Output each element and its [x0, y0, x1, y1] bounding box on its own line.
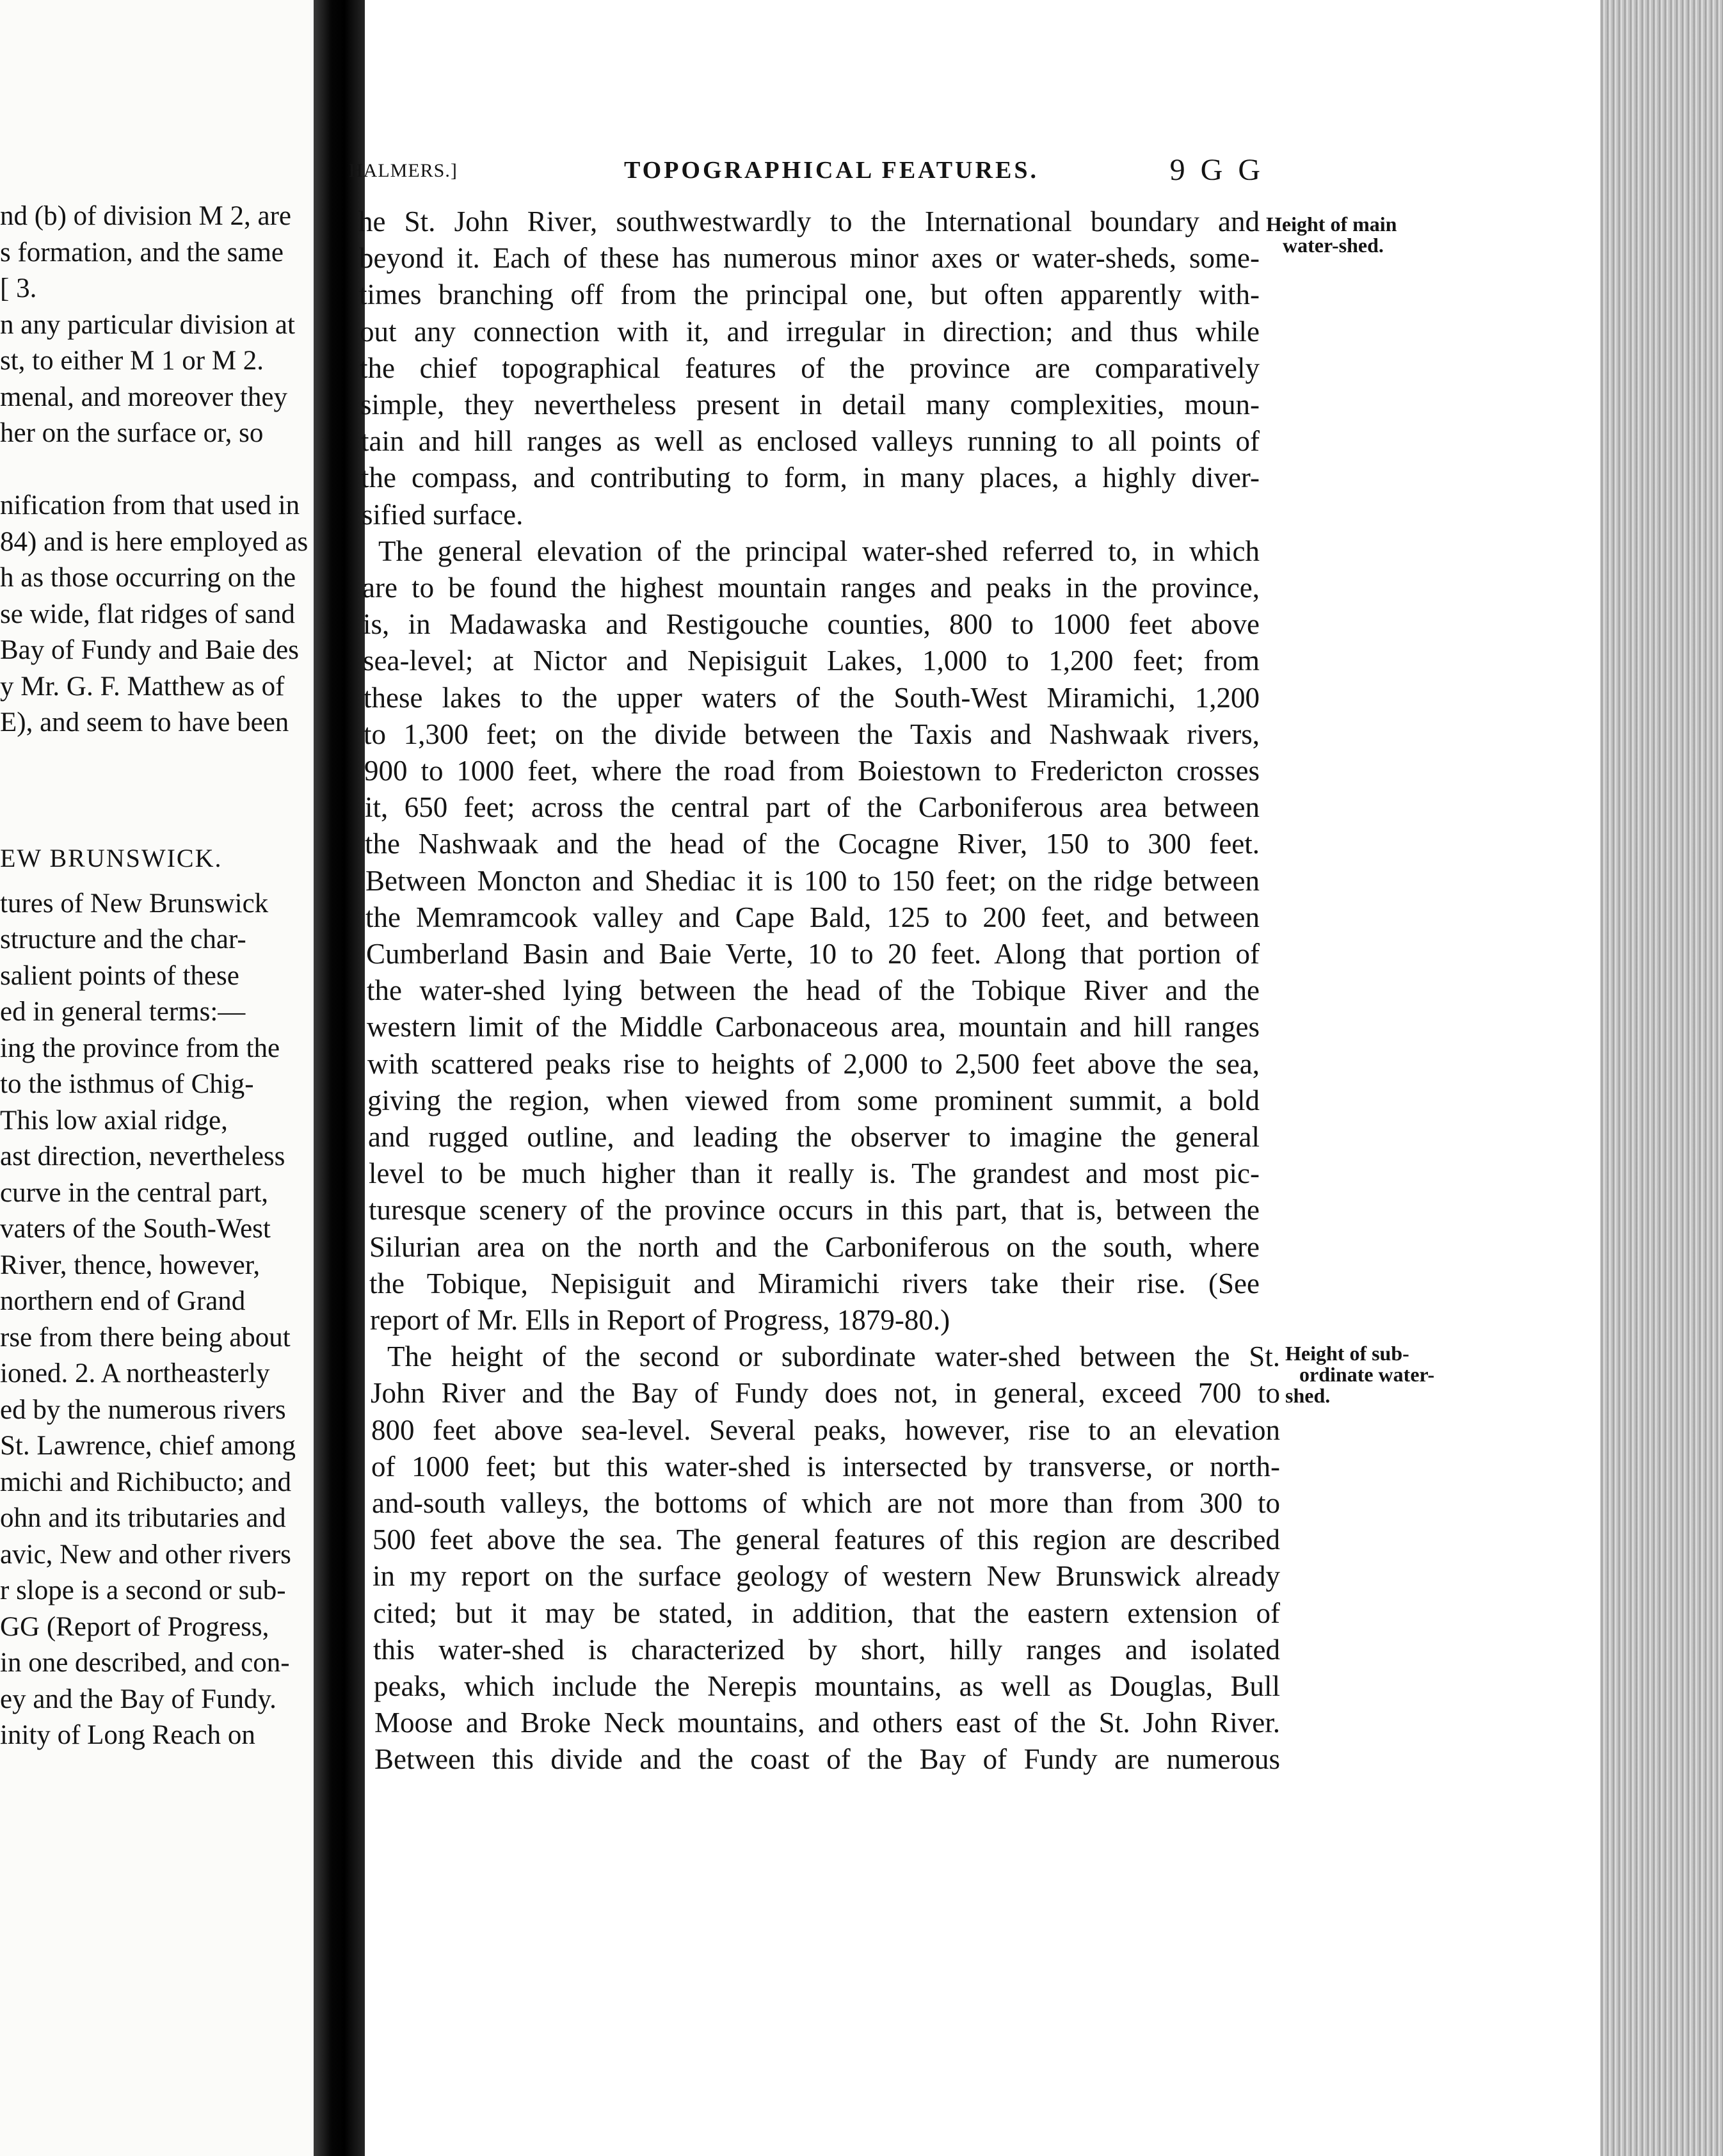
body-line: and rugged outline, and leading the observer to imagine the general [368, 1121, 1260, 1153]
body-line: the compass, and contributing to form, in many places, a highly diver- [361, 462, 1260, 494]
body-line: in my report on the surface geology of western New Brunswick already [373, 1560, 1280, 1593]
left-page-line: h as those occurring on the [0, 563, 296, 593]
left-page-line: s formation, and the same [0, 237, 284, 268]
left-page-line [0, 741, 314, 777]
book-gutter [314, 0, 365, 2156]
left-page-line: to the isthmus of Chig- [0, 1069, 254, 1099]
margin-note-line: water-shed. [1283, 234, 1384, 257]
page-edges [1600, 0, 1723, 2156]
left-page-line: This low axial ridge, [0, 1105, 228, 1136]
body-line: to 1,300 feet; on the divide between the Taxis and Nashwaak rivers, [364, 718, 1260, 750]
left-page-line: se wide, flat ridges of sand [0, 599, 295, 629]
left-page-line: E), and seem to have been [0, 707, 289, 737]
left-page-line: inity of Long Reach on [0, 1720, 255, 1750]
left-page-line: ed by the numerous rivers [0, 1394, 286, 1425]
left-page-line: ast direction, nevertheless [0, 1141, 285, 1171]
left-page-line [0, 452, 314, 488]
margin-note-main-watershed [1266, 214, 1397, 256]
left-page-line: nification from that used in [0, 490, 300, 520]
body-line: the Tobique, Nepisiguit and Miramichi rivers take their rise. (See [369, 1267, 1260, 1299]
margin-note-line: shed. [1285, 1384, 1331, 1407]
body-line: Between this divide and the coast of the Bay of Fundy are numerous [374, 1743, 1280, 1776]
left-page-line: salient points of these [0, 960, 239, 991]
left-page-line: michi and Richibucto; and [0, 1467, 291, 1497]
left-page-line: ioned. 2. A northeasterly [0, 1358, 270, 1388]
left-page-line: structure and the char- [0, 924, 246, 954]
body-line: 800 feet above sea-level. Several peaks, however, rise to an elevation [371, 1413, 1280, 1446]
body-line: Silurian area on the north and the Carboniferous on the south, where [369, 1230, 1260, 1263]
left-page-line: tures of New Brunswick [0, 888, 269, 919]
body-line: this water-shed is characterized by short, hilly ranges and isolated [373, 1633, 1280, 1666]
body-line: are to be found the highest mountain ranges and peaks in the province, [362, 572, 1260, 604]
body-line: the Nashwaak and the head of the Cocagne River, 150 to 300 feet. [365, 828, 1260, 860]
left-page-line: her on the surface or, so [0, 418, 264, 448]
left-page-section-heading: EW BRUNSWICK. [0, 844, 223, 873]
left-page-line: [ 3. [0, 273, 37, 303]
left-page-line: ohn and its tributaries and [0, 1503, 286, 1533]
left-page-line: Bay of Fundy and Baie des [0, 635, 299, 665]
body-line: the chief topographical features of the province are comparatively [360, 351, 1260, 384]
left-page-line: n any particular division at [0, 309, 295, 340]
left-page-line: GG (Report of Progress, [0, 1611, 269, 1642]
margin-note-sub-watershed [1285, 1343, 1434, 1406]
left-page-line: 84) and is here employed as [0, 526, 309, 557]
left-page-line: northern end of Grand [0, 1286, 246, 1316]
body-line: these lakes to the upper waters of the South-West Miramichi, 1,200 [364, 681, 1260, 714]
body-line: western limit of the Middle Carbonaceous area, mountain and hill ranges [367, 1011, 1260, 1043]
margin-note-line: Height of sub- [1285, 1342, 1409, 1365]
left-page-line: rse from there being about [0, 1322, 291, 1353]
body-line: it, 650 feet; across the central part of the Carboniferous area between [365, 791, 1260, 824]
left-page-line [0, 777, 314, 813]
body-line: giving the region, when viewed from some prominent summit, a bold [367, 1084, 1260, 1116]
body-line: cited; but it may be stated, in addition, that the eastern extension of [373, 1597, 1280, 1629]
left-page-line: St. Lawrence, chief among [0, 1431, 296, 1461]
body-line: level to be much higher than it really is. The grandest and most pic- [369, 1157, 1260, 1190]
body-line: the water-shed lying between the head of the Tobique River and the [367, 974, 1260, 1007]
body-line: simple, they nevertheless present in detail many complexities, moun- [360, 389, 1260, 421]
body-line: sea-level; at Nictor and Nepisiguit Lakes, 1,000 to 1,200 feet; from [363, 645, 1260, 677]
left-page-line: in one described, and con- [0, 1648, 290, 1678]
body-line: 900 to 1000 feet, where the road from Boiestown to Fredericton crosses [364, 755, 1260, 787]
body-line: sified surface. [362, 498, 524, 531]
body-line: John River and the Bay of Fundy does not, in general, exceed 700 to [371, 1377, 1280, 1410]
left-page-line: ey and the Bay of Fundy. [0, 1684, 276, 1714]
left-page-line: st, to either M 1 or M 2. [0, 346, 264, 376]
running-head [349, 152, 1264, 191]
left-page-line: menal, and moreover they [0, 382, 287, 412]
body-line: is, in Madawaska and Restigouche counties, 800 to 1000 feet above [363, 608, 1260, 641]
body-line: The height of the second or subordinate water-shed between the St. [387, 1340, 1280, 1373]
body-line: times branching off from the principal one, but often apparently with- [359, 278, 1260, 311]
body-line: the Memramcook valley and Cape Bald, 125 to 200 feet, and between [365, 901, 1260, 933]
running-head-title: TOPOGRAPHICAL FEATURES. [624, 157, 1039, 184]
left-page-line: y Mr. G. F. Matthew as of [0, 671, 285, 702]
body-line: out any connection with it, and irregular in direction; and thus while [360, 315, 1260, 348]
body-line: 500 feet above the sea. The general features of this region are described [373, 1524, 1280, 1556]
body-line: he St. John River, southwestwardly to the International boundary and [358, 205, 1260, 237]
left-facing-page [0, 0, 314, 2156]
body-line: beyond it. Each of these has numerous minor axes or water-sheds, some- [359, 242, 1260, 275]
margin-note-line: Height of main [1266, 213, 1397, 236]
body-line: tain and hill ranges as well as enclosed valleys running to all points of [361, 425, 1260, 458]
running-head-author: HALMERS.] [349, 160, 458, 181]
left-page-line: curve in the central part, [0, 1177, 269, 1208]
left-page-line: r slope is a second or sub- [0, 1575, 286, 1605]
left-page-line: ing the province from the [0, 1033, 280, 1063]
left-page-line: ed in general terms:— [0, 997, 246, 1027]
body-line: Cumberland Basin and Baie Verte, 10 to 20 feet. Along that portion of [366, 938, 1260, 970]
left-page-line: vaters of the South-West [0, 1214, 271, 1244]
body-line: Moose and Broke Neck mountains, and others east of the St. John River. [374, 1707, 1280, 1739]
body-line: Between Moncton and Shediac it is 100 to 150 feet; on the ridge between [365, 864, 1260, 897]
page-number: 9 G G [1169, 153, 1264, 187]
body-line: and-south valleys, the bottoms of which are not more than from 300 to [372, 1487, 1280, 1519]
body-line: The general elevation of the principal water-shed referred to, in which [378, 535, 1260, 567]
body-line: turesque scenery of the province occurs in this part, that is, between the [369, 1194, 1260, 1227]
body-line: peaks, which include the Nerepis mountains, as well as Douglas, Bull [374, 1670, 1280, 1702]
left-page-line: avic, New and other rivers [0, 1539, 291, 1570]
left-page-line: River, thence, however, [0, 1250, 260, 1280]
body-line: of 1000 feet; but this water-shed is intersected by transverse, or north- [371, 1450, 1280, 1483]
body-line: with scattered peaks rise to heights of 2,000 to 2,500 feet above the sea, [367, 1047, 1260, 1080]
margin-note-line: ordinate water- [1299, 1363, 1435, 1386]
body-line: report of Mr. Ells in Report of Progress, 1879-80.) [370, 1304, 950, 1336]
left-page-line: nd (b) of division M 2, are [0, 201, 292, 231]
